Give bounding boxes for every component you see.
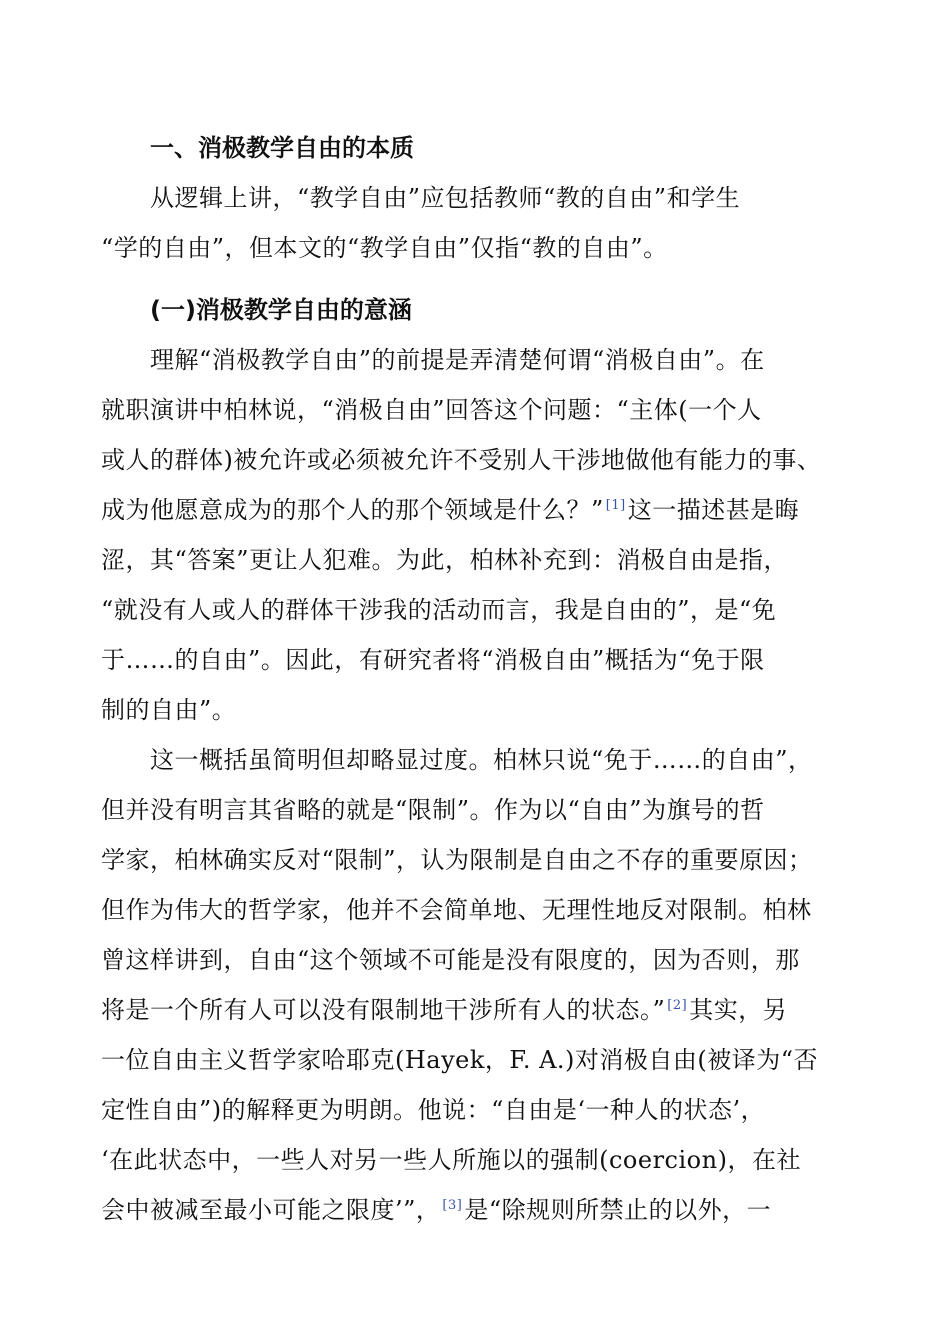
paragraph-line: 但并没有明言其省略的就是“限制”。作为以“自由”为旗号的哲 — [101, 796, 765, 824]
paragraph-text: 成为他愿意成为的那个人的那个领域是什么？” — [101, 496, 604, 524]
section-heading: 一、消极教学自由的本质 — [150, 134, 414, 162]
paragraph-line — [101, 493, 799, 527]
footnote-reference-3[interactable]: [3] — [442, 1198, 463, 1213]
paragraph-line — [101, 993, 787, 1027]
paragraph-line — [101, 1193, 771, 1227]
paragraph-text: 将是一个所有人可以没有限制地干涉所有人的状态。” — [101, 996, 666, 1024]
paragraph-text: 是“除规则所禁止的以外，一 — [464, 1196, 772, 1224]
paragraph-line: 就职演讲中柏林说，“消极自由”回答这个问题：“主体(一个人 — [101, 396, 762, 424]
paragraph-line: 定性自由”)的解释更为明朗。他说：“自由是‘一种人的状态’， — [101, 1096, 766, 1124]
paragraph-line: 理解“消极教学自由”的前提是弄清楚何谓“消极自由”。在 — [150, 346, 765, 374]
paragraph-line: 曾这样讲到，自由“这个领域不可能是没有限度的，因为否则，那 — [101, 946, 800, 974]
paragraph-text: 这一描述甚是晦 — [627, 496, 800, 524]
paragraph-line: 一位自由主义哲学家哈耶克(Hayek，F. A.)对消极自由(被译为“否 — [101, 1046, 819, 1074]
paragraph-line: 从逻辑上讲，“教学自由”应包括教师“教的自由”和学生 — [150, 184, 741, 212]
paragraph-line: “学的自由”，但本文的“教学自由”仅指“教的自由”。 — [101, 234, 668, 262]
footnote-reference-2[interactable]: [2] — [667, 998, 688, 1013]
paragraph-line: ‘在此状态中，一些人对另一些人所施以的强制(coercion)，在社 — [101, 1146, 801, 1174]
paragraph-line: 但作为伟大的哲学家，他并不会简单地、无理性地反对限制。柏林 — [101, 896, 812, 924]
paragraph-line: 涩，其“答案”更让人犯难。为此，柏林补充到：消极自由是指， — [101, 546, 789, 574]
paragraph-line: 这一概括虽简明但却略显过度。柏林只说“免于……的自由”， — [150, 746, 813, 774]
paragraph-text: 其实，另 — [689, 996, 788, 1024]
subsection-heading: (一)消极教学自由的意涵 — [150, 296, 412, 324]
paragraph-line: 学家，柏林确实反对“限制”，认为限制是自由之不存的重要原因； — [101, 846, 813, 874]
footnote-reference-1[interactable]: [1] — [605, 498, 626, 513]
paragraph-line: 或人的群体)被允许或必须被允许不受别人干涉地做他有能力的事、 — [101, 446, 822, 474]
paragraph-line: 制的自由”。 — [101, 696, 237, 724]
paragraph-line: 于……的自由”。因此，有研究者将“消极自由”概括为“免于限 — [101, 646, 765, 674]
paragraph-line: “就没有人或人的群体干涉我的活动而言，我是自由的”，是“免 — [101, 596, 777, 624]
paragraph-text: 会中被减至最小可能之限度’”， — [101, 1196, 441, 1224]
